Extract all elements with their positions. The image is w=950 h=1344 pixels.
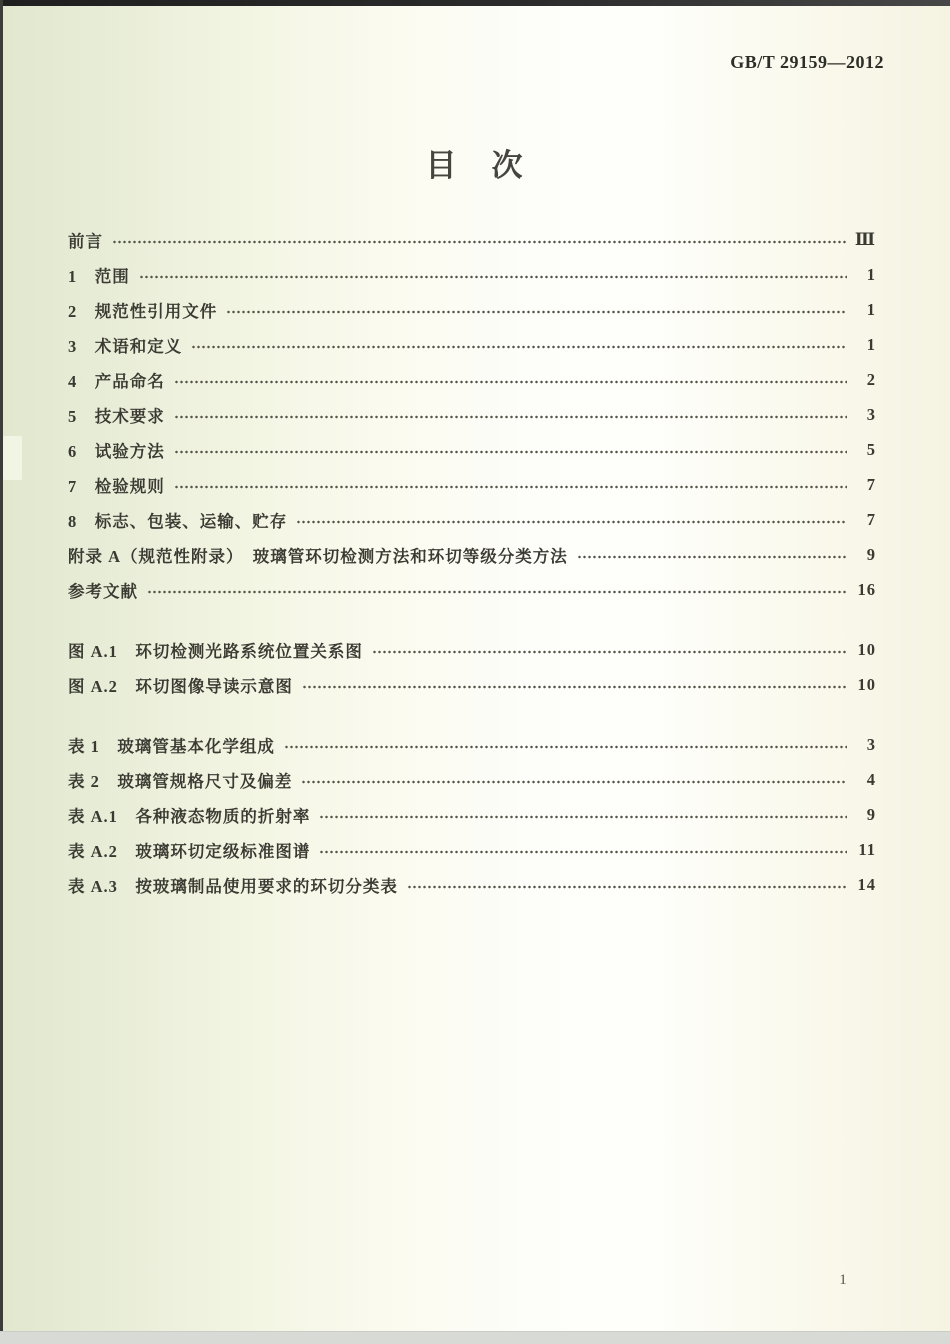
toc-entry-table-a2 [68, 832, 876, 867]
page-number: 1 [839, 1272, 847, 1288]
dot-leader [302, 680, 847, 694]
dot-leader [296, 515, 847, 529]
toc-entry-page: Ⅲ [854, 229, 876, 249]
dot-leader [174, 410, 847, 424]
toc-entry-table-1 [68, 727, 876, 762]
toc-entry-table-a1 [68, 797, 876, 832]
toc-entry-appendix-a [68, 537, 876, 572]
toc-entry-test-methods [68, 432, 876, 467]
toc-entry-page: 9 [866, 544, 876, 564]
toc-entry-label: 6 试验方法 [68, 441, 165, 461]
toc-entry-page: 4 [866, 769, 876, 789]
scan-bottom-edge [0, 1331, 950, 1344]
standard-number: GB/T 29159—2012 [730, 52, 884, 72]
dot-leader [319, 810, 847, 824]
toc-entry-label: 表 1 玻璃管基本化学组成 [68, 736, 275, 756]
toc-entry-page: 1 [866, 264, 876, 284]
toc-entry-label: 表 A.3 按玻璃制品使用要求的环切分类表 [68, 876, 398, 896]
scan-artifact-patch [3, 436, 22, 480]
scan-left-edge [0, 0, 3, 1331]
dot-leader [139, 270, 847, 284]
toc-entry-technical-requirements [68, 397, 876, 432]
toc-entry-label: 8 标志、包装、运输、贮存 [68, 511, 288, 531]
dot-leader [112, 235, 847, 249]
toc-entry-page: 16 [857, 579, 876, 599]
dot-leader [284, 740, 847, 754]
dot-leader [301, 775, 847, 789]
dot-leader [191, 340, 847, 354]
dot-leader [577, 550, 847, 564]
dot-leader [147, 585, 847, 599]
toc-entry-label: 表 A.1 各种液态物质的折射率 [68, 806, 311, 826]
toc-entry-marking-packaging [68, 502, 876, 537]
toc-entry-page: 7 [866, 474, 876, 494]
dot-leader [319, 845, 847, 859]
toc-entry-label: 4 产品命名 [68, 371, 165, 391]
toc-entry-figure-a1 [68, 632, 876, 667]
dot-leader [226, 305, 847, 319]
dot-leader [407, 880, 847, 894]
toc-entry-label: 1 范围 [68, 266, 130, 286]
toc-entry-label: 参考文献 [68, 581, 138, 601]
toc-entry-page: 1 [866, 299, 876, 319]
toc-entry-table-a3 [68, 867, 876, 902]
toc-entry-page: 9 [866, 804, 876, 824]
toc-entry-normative-references [68, 292, 876, 327]
toc-section-main [68, 222, 876, 607]
scan-top-edge [0, 0, 950, 6]
toc-entry-label: 图 A.2 环切图像导读示意图 [68, 676, 293, 696]
toc-entry-page: 14 [857, 874, 876, 894]
toc-entry-page: 11 [858, 839, 876, 859]
toc-entry-label: 3 术语和定义 [68, 336, 183, 356]
toc-entry-scope [68, 257, 876, 292]
toc-entry-page: 3 [866, 404, 876, 424]
toc-entry-label: 表 2 玻璃管规格尺寸及偏差 [68, 771, 293, 791]
toc-entry-foreword [68, 222, 876, 257]
toc-entry-page: 3 [866, 734, 876, 754]
dot-leader [174, 375, 847, 389]
toc-entry-label: 前言 [68, 231, 103, 251]
toc-entry-page: 5 [866, 439, 876, 459]
toc-entry-page: 10 [857, 639, 876, 659]
table-of-contents [68, 222, 876, 902]
toc-entry-bibliography [68, 572, 876, 607]
toc-entry-terms-definitions [68, 327, 876, 362]
toc-entry-label: 5 技术要求 [68, 406, 165, 426]
toc-section-tables [68, 727, 876, 902]
dot-leader [174, 445, 847, 459]
toc-entry-page: 7 [866, 509, 876, 529]
toc-entry-label: 附录 A（规范性附录） 玻璃管环切检测方法和环切等级分类方法 [68, 546, 568, 566]
toc-entry-page: 2 [866, 369, 876, 389]
toc-section-figures [68, 632, 876, 702]
toc-entry-label: 表 A.2 玻璃环切定级标准图谱 [68, 841, 311, 861]
toc-entry-table-2 [68, 762, 876, 797]
dot-leader [174, 480, 847, 494]
toc-entry-product-naming [68, 362, 876, 397]
toc-entry-page: 10 [857, 674, 876, 694]
page-title: 目 次 [425, 148, 525, 183]
toc-entry-figure-a2 [68, 667, 876, 702]
toc-entry-page: 1 [866, 334, 876, 354]
dot-leader [372, 645, 847, 659]
toc-entry-label: 2 规范性引用文件 [68, 301, 218, 321]
toc-entry-inspection-rules [68, 467, 876, 502]
toc-entry-label: 7 检验规则 [68, 476, 165, 496]
toc-entry-label: 图 A.1 环切检测光路系统位置关系图 [68, 641, 363, 661]
